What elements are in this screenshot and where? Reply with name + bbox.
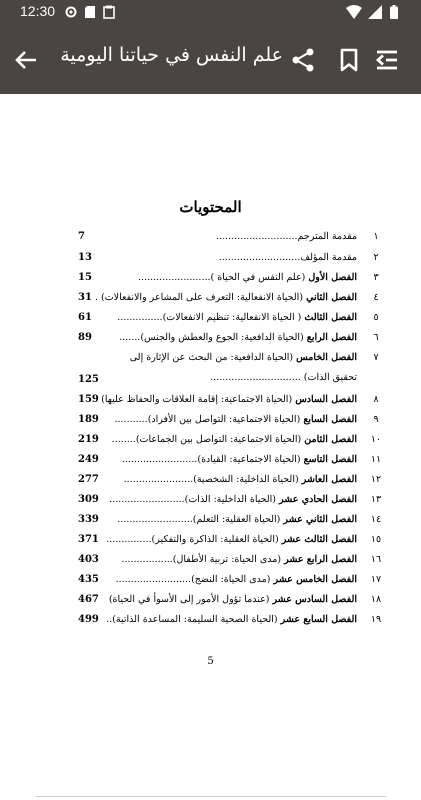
- toc-entry-page: 499: [78, 614, 99, 625]
- toc-entry-chapter: الفصل الأول: [308, 272, 357, 283]
- toc-entry-page: 403: [78, 554, 99, 565]
- toc-entry-page: 339: [78, 514, 99, 525]
- toc-entry-number: ٦: [373, 332, 379, 343]
- toc-entry-title: (الحياة الاجتماعية: إقامة العلاقات والحفاظ عليها): [101, 394, 293, 405]
- toc-entry[interactable]: ٧ الفصل الخامس (الحياة الدافعية: من البحث عن الإثارة إلى تحقيق الذات) .............................. 125: [78, 352, 383, 390]
- toc-entry-number: ١٧: [370, 574, 382, 585]
- toc-entry-page: 89: [78, 332, 92, 343]
- toc-entry-chapter: الفصل السادس عشر: [272, 594, 357, 605]
- toc-entry-page: 249: [78, 454, 99, 465]
- toc-entry-number: ١٦: [370, 554, 382, 565]
- toc-entry-page: 219: [78, 434, 99, 445]
- toc-entry-title: (مدى الحياة: تربية الأطفال): [172, 554, 282, 565]
- toc-entry-number: ٤: [373, 292, 379, 303]
- toc-entry-title: مقدمة المؤلف: [300, 252, 357, 263]
- toc-entry[interactable]: ٣ الفصل الأول (علم النفس في الحياة )........................ 15: [78, 272, 383, 290]
- status-time: 12:30: [20, 3, 56, 19]
- toc-entry-chapter: الفصل السابع عشر: [280, 614, 357, 625]
- back-arrow-icon[interactable]: [13, 47, 39, 73]
- toc-entry[interactable]: ١١ الفصل التاسع (الحياة الاجتماعية: القيادة)......................... 249: [78, 454, 382, 465]
- toc-entry[interactable]: ١٣ الفصل الحادي عشر (الحياة الداخلية: الذات)......................... 309: [78, 494, 382, 505]
- toc-entry-number: ٨: [373, 394, 379, 405]
- toc-entry[interactable]: ٢ مقدمة المؤلف........................... 13: [78, 252, 383, 270]
- gear-icon: [64, 5, 78, 19]
- status-bar: [0, 0, 421, 24]
- toc-entry[interactable]: [78, 394, 383, 412]
- toc-entry-title: (الحياة الداخلية: الذات): [184, 494, 276, 505]
- toc-entry-chapter: الفصل الثامن: [304, 434, 357, 445]
- toc-entry-title: مقدمة المترجم: [297, 231, 357, 242]
- toc-entry-page: 277: [78, 474, 99, 485]
- toc-entry-title: (علم النفس في الحياة ): [210, 272, 306, 283]
- toc-entry-number: ١٢: [370, 474, 382, 485]
- toc-entry-number: ١١: [370, 454, 382, 465]
- toc-entry-chapter: الفصل الحادي عشر: [279, 494, 357, 505]
- toc-entry[interactable]: ١٢ الفصل العاشر (الحياة الداخلية: الشخصية)....................... 277: [78, 474, 382, 485]
- toc-entry[interactable]: [78, 594, 383, 612]
- toc-entry-page: 309: [78, 494, 99, 505]
- toc-entry[interactable]: ١٠ الفصل الثامن (الحياة الاجتماعية: التواصل بين الجماعات)........ 219: [78, 434, 382, 445]
- toc-entry-page: 371: [78, 534, 99, 545]
- toc-entry-page: 61: [78, 312, 92, 323]
- toc-entry-title: (الحياة العقلية: التعلم): [192, 514, 281, 525]
- toc-entry-number: ١٠: [370, 434, 382, 445]
- bottom-divider: [36, 796, 386, 797]
- toc-entry-page: 7: [78, 231, 85, 242]
- toc-entry[interactable]: ١٧ الفصل الخامس عشر (مدى الحياة: النضج)......................... 435: [78, 574, 382, 585]
- toc-entry-number: ٩: [373, 414, 379, 425]
- toc-entry[interactable]: ٥ الفصل الثالث ( الحياة الانفعالية: تنظيم الانفعالات)............... 61: [78, 312, 383, 330]
- toc-entry-number: ٧: [373, 352, 379, 363]
- toc-entry-number: ٣: [373, 272, 379, 283]
- share-icon[interactable]: [290, 47, 316, 73]
- toc-entry-title: (الحياة الداخلية: الشخصية): [193, 474, 299, 485]
- toc-entry-chapter: الفصل السابع: [303, 414, 357, 425]
- toc-entry-chapter: الفصل العاشر: [301, 474, 357, 485]
- toc-entry-page: 13: [78, 252, 92, 263]
- toc-entry[interactable]: ٦ الفصل الرابع (الحياة الدافعية: الجوع والعطش والجنس)....... 89: [78, 332, 383, 350]
- toc-entry-chapter: الفصل الرابع: [306, 332, 357, 343]
- toc-entry-page: 435: [78, 574, 99, 585]
- book-title: علم النفس في حياتنا اليومية: [60, 44, 283, 66]
- toc-entry-number: ١٩: [370, 614, 382, 625]
- toc-entry-chapter: الفصل الثاني: [306, 292, 357, 303]
- toc-entry-number: ١٨: [370, 594, 382, 605]
- toc-entry[interactable]: ٩ الفصل السابع (الحياة الاجتماعية: التواصل بين الأفراد)........... 189: [78, 414, 383, 432]
- wifi-icon: [346, 5, 362, 19]
- toc-entry-chapter: الفصل الثاني عشر: [283, 514, 357, 525]
- toc-heading: المحتويات: [179, 198, 242, 216]
- toc-entry-title: (الحياة الاجتماعية: القيادة): [197, 454, 301, 465]
- toc-entry-number: ٢: [373, 252, 379, 263]
- signal-icon: [368, 5, 382, 19]
- toc-entry-chapter: الفصل الخامس عشر: [273, 574, 357, 585]
- sd-card-icon: [84, 5, 96, 19]
- toc-entry-page: 189: [78, 414, 99, 425]
- battery-icon: [390, 5, 398, 19]
- toc-entry-number: ١٤: [370, 514, 382, 525]
- toc-entry-title: ( الحياة الانفعالية: تنظيم الانفعالات): [162, 312, 302, 323]
- toc-entry-title: (عندما تؤول الأمور إلى الأسوأ في الحياة): [108, 594, 270, 605]
- toc-entry-number: ٥: [373, 312, 379, 323]
- toc-entry[interactable]: [78, 292, 383, 310]
- toc-entry-page: 31: [78, 292, 92, 303]
- toc-entry[interactable]: ١٦ الفصل الرابع عشر (مدى الحياة: تربية الأطفال)................. 403: [78, 554, 382, 565]
- toc-entry-chapter: الفصل الخامس: [296, 352, 357, 363]
- toc-entry-title: (الحياة الاجتماعية: التواصل بين الجماعات): [135, 434, 302, 445]
- toc-entry-title: (مدى الحياة: النضج): [191, 574, 271, 585]
- app-bar: [0, 24, 421, 94]
- toc-entry[interactable]: [78, 614, 383, 632]
- toc-entry[interactable]: ١ مقدمة المترجم........................... 7: [78, 231, 383, 249]
- toc-entry-chapter: الفصل السادس: [295, 394, 357, 405]
- toc-entry-number: ١٥: [370, 534, 382, 545]
- toc-entry-title: (الحياة الدافعية: من البحث عن الإثارة إلى: [129, 352, 294, 363]
- toc-icon[interactable]: [374, 47, 400, 73]
- toc-entry-title-continued: تحقيق الذات): [303, 372, 357, 383]
- toc-entry-title: (الحياة العقلية: الذاكرة والتفكير): [151, 534, 279, 545]
- toc-entry-title: (الحياة الانفعالية: التعرف على المشاعر والانفعالات) .: [94, 292, 304, 303]
- toc-entry-chapter: الفصل التاسع: [303, 454, 357, 465]
- page-number: 5: [207, 656, 214, 667]
- toc-entry-chapter: الفصل الثالث: [304, 312, 357, 323]
- toc-entry-page: 125: [78, 374, 99, 385]
- toc-entry-chapter: الفصل الثالث عشر: [281, 534, 357, 545]
- toc-entry[interactable]: ١٤ الفصل الثاني عشر (الحياة العقلية: التعلم)......................... 339: [78, 514, 382, 525]
- bookmark-icon[interactable]: [336, 47, 362, 73]
- toc-entry-title: (الحياة الدافعية: الجوع والعطش والجنس): [140, 332, 304, 343]
- toc-entry-number: ١: [373, 231, 379, 242]
- toc-entry-page: 15: [78, 272, 92, 283]
- toc-entry[interactable]: ١٥ الفصل الثالث عشر (الحياة العقلية: الذاكرة والتفكير)............... 371: [78, 534, 382, 545]
- clipboard-icon: [102, 5, 116, 19]
- toc-entry-page: 467: [78, 594, 99, 605]
- toc-entry-chapter: الفصل الرابع عشر: [284, 554, 357, 565]
- toc-entry-number: ١٣: [370, 494, 382, 505]
- toc-entry-page: 159: [78, 394, 99, 405]
- toc-entry-title: (الحياة الصحية السليمة: المساعدة الذاتية)..: [106, 614, 278, 625]
- toc-entry-title: (الحياة الاجتماعية: التواصل بين الأفراد): [147, 414, 301, 425]
